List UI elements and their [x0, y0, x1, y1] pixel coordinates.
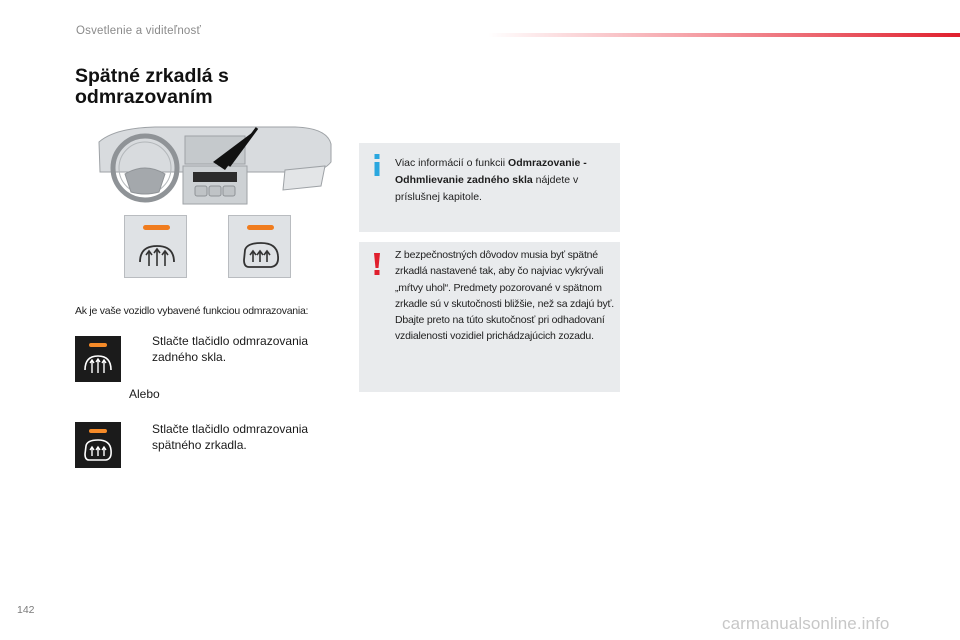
mirror-defrost-button-illustration	[228, 215, 291, 278]
info-text-lead: Viac informácií o funkcii	[395, 157, 509, 169]
rear-window-defrost-icon	[83, 352, 113, 376]
warning-box	[359, 242, 620, 392]
indicator-light	[247, 225, 274, 230]
step-text: Stlačte tlačidlo odmrazovania zadného skla.	[152, 334, 309, 364]
page-number: 142	[17, 604, 35, 616]
mirror-defrost-icon	[83, 438, 113, 462]
indicator-light	[143, 225, 170, 230]
watermark: carmanualsonline.info	[722, 614, 890, 633]
rear-window-defrost-button-illustration	[124, 215, 187, 278]
info-text	[395, 155, 617, 206]
step-rear-window	[130, 333, 340, 365]
intro-text: Ak je vaše vozidlo vybavené funkciou odmrazovania:	[75, 305, 309, 317]
info-icon	[372, 154, 382, 176]
indicator-light	[89, 429, 107, 433]
header-rule	[488, 33, 960, 37]
step-text: Stlačte tlačidlo odmrazovania spätného zrkadla.	[152, 422, 309, 452]
mirror-defrost-icon	[241, 240, 281, 270]
info-text-tail: nájdete v príslušnej kapitole.	[395, 174, 579, 203]
or-label: Alebo	[129, 387, 160, 401]
warning-text: Z bezpečnostných dôvodov musia byť spätné zrkadlá nastavené tak, aby čo najviac vykrývali „mŕtvy uhol“. Predmety pozorované v spätnom zrkadle sú v skutočnosti bližšie, než sa zdajú byť. Dbajte preto na túto skutočnosť pri odhadovaní vzdialenosti vozidiel prichádzajúcich zozadu.	[395, 249, 615, 343]
rear-window-defrost-button	[75, 336, 121, 382]
page-heading: Spätné zrkadlá s odmrazovaním	[75, 65, 229, 108]
dashboard-illustration	[95, 122, 335, 212]
exclamation-icon	[372, 253, 382, 275]
info-text-bold: Odmrazovanie - Odhmlievanie zadného skla	[395, 157, 587, 186]
info-box	[359, 143, 620, 232]
section-title: Osvetlenie a viditeľnosť	[76, 25, 201, 37]
mirror-defrost-button	[75, 422, 121, 468]
indicator-light	[89, 343, 107, 347]
rear-window-defrost-icon	[137, 240, 177, 270]
step-mirror	[130, 421, 340, 453]
